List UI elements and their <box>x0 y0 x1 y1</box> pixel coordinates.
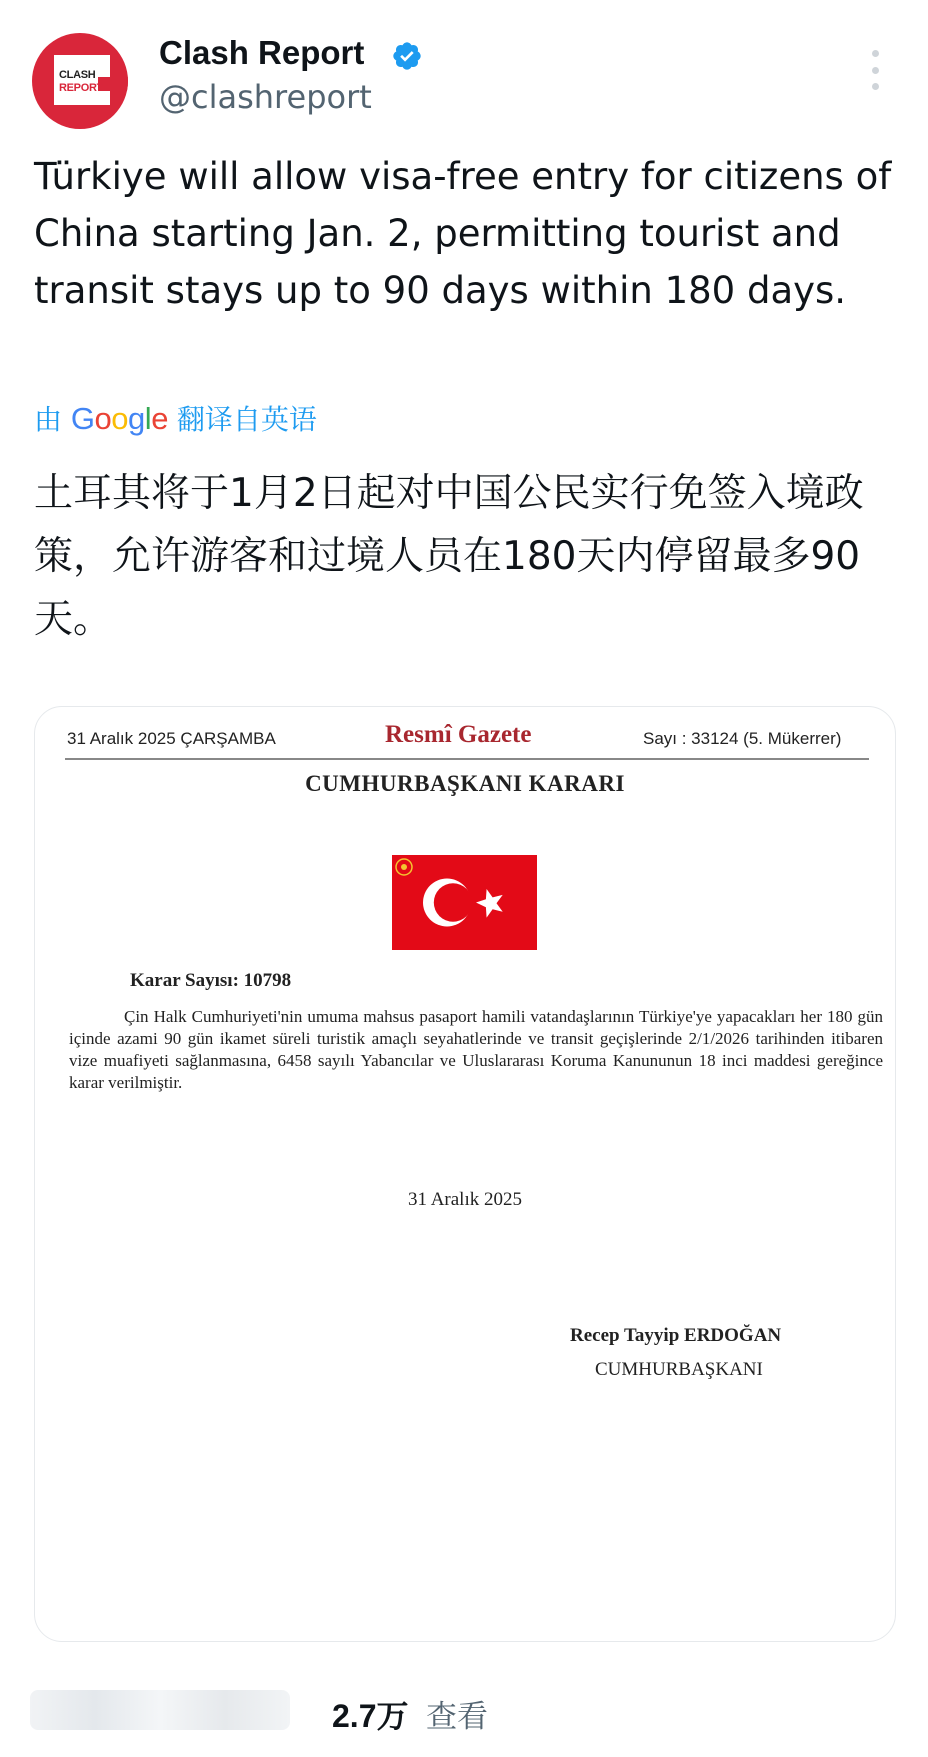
translated-by-google[interactable] <box>34 398 317 438</box>
document-heading: CUMHURBAŞKANI KARARI <box>305 771 625 796</box>
view-count[interactable]: 2.7万 <box>332 1698 409 1734</box>
logo-text-line1: CLASH <box>59 69 96 81</box>
header-divider <box>65 758 869 760</box>
gazette-title: Resmî Gazete <box>385 721 532 748</box>
gazette-issue: Sayı : 33124 (5. Mükerrer) <box>643 729 842 748</box>
view-label[interactable]: 查看 <box>426 1699 488 1735</box>
avatar[interactable] <box>32 33 128 129</box>
turkish-flag-icon <box>392 855 537 950</box>
display-name[interactable]: Clash Report <box>159 34 365 71</box>
translated-text: 土耳其将于1月2日起对中国公民实行免签入境政策，允许游客和过境人员在180天内停留最多90天。 <box>34 471 864 642</box>
decision-body: Çin Halk Cumhuriyeti'nin umuma mahsus pasaport hamili vatandaşlarının Türkiye'ye yapacakları her 180 gün içinde azami 90 gün ikamet süreli turistik amaçlı seyahatlerinde ve transit geçişlerinde 2/1/2026 tarihinden itibaren vize muafiyeti sağlanmasına, 6458 sayılı Yabancılar ve Uluslararası Koruma Kanununun 18 inci maddesi gereğince karar verilmiştir. <box>69 1007 883 1092</box>
gazette-date: 31 Aralık 2025 ÇARŞAMBA <box>67 729 276 748</box>
tweet-text: Türkiye will allow visa-free entry for citizens of China starting Jan. 2, permitting tourist and transit stays up to 90 days within 180 days. <box>34 155 892 312</box>
decision-number: Karar Sayısı: 10798 <box>130 970 292 991</box>
handle[interactable]: @clashreport <box>159 78 372 116</box>
decision-date: 31 Aralık 2025 <box>408 1189 522 1210</box>
more-vertical-icon[interactable] <box>868 50 882 90</box>
logo-text-line2: REPORT <box>59 82 104 94</box>
blurred-footer-area <box>30 1690 290 1730</box>
translation-suffix: 翻译自英语 <box>176 403 317 436</box>
verified-badge-icon <box>391 40 423 72</box>
translation-prefix: 由 <box>34 403 63 436</box>
signer-name: Recep Tayyip ERDOĞAN <box>570 1325 782 1346</box>
signer-title: CUMHURBAŞKANI <box>595 1359 763 1380</box>
google-logo: Google <box>70 401 168 436</box>
tweet-media-image[interactable] <box>34 706 896 1642</box>
